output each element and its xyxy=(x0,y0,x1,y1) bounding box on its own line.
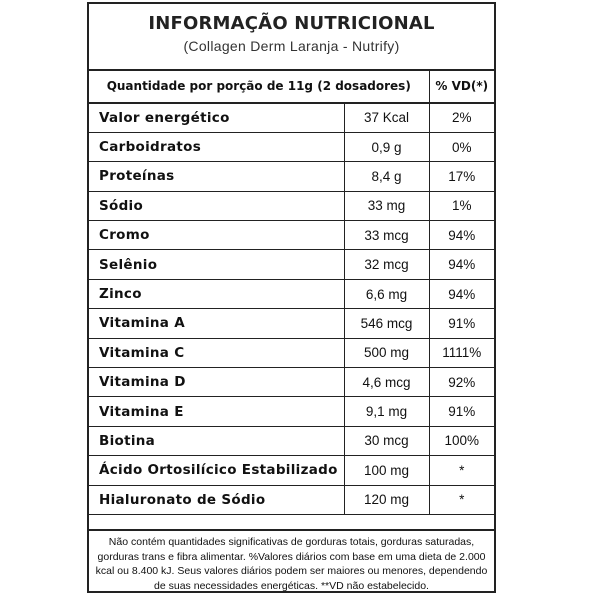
table-row xyxy=(89,426,494,455)
serving-size-header: Quantidade por porção de 11g (2 dosadores) xyxy=(89,69,429,103)
nutrient-vd: 94% xyxy=(429,279,494,308)
nutrient-vd: 91% xyxy=(429,397,494,426)
table-row xyxy=(89,103,494,132)
nutrition-table xyxy=(89,69,494,515)
label-subtitle: (Collagen Derm Laranja - Nutrify) xyxy=(183,38,400,54)
label-title: INFORMAÇÃO NUTRICIONAL xyxy=(148,13,435,34)
nutrient-amount: 8,4 g xyxy=(344,162,429,191)
nutrient-name: Proteínas xyxy=(89,162,344,191)
nutrient-vd: * xyxy=(429,485,494,514)
nutrient-name: Vitamina E xyxy=(89,397,344,426)
table-row xyxy=(89,221,494,250)
table-row xyxy=(89,191,494,220)
nutrient-amount: 120 mg xyxy=(344,485,429,514)
nutrient-name: Selênio xyxy=(89,250,344,279)
table-header-row xyxy=(89,69,494,103)
nutrient-name: Vitamina C xyxy=(89,338,344,367)
nutrient-name: Zinco xyxy=(89,279,344,308)
nutrient-amount: 4,6 mcg xyxy=(344,368,429,397)
nutrient-name: Ácido Ortosilícico Estabilizado xyxy=(89,456,344,485)
nutrient-name: Biotina xyxy=(89,426,344,455)
table-row xyxy=(89,368,494,397)
nutrient-vd: 100% xyxy=(429,426,494,455)
nutrient-name: Vitamina A xyxy=(89,309,344,338)
vd-column-header: % VD(*) xyxy=(429,69,494,103)
nutrient-vd: 2% xyxy=(429,103,494,132)
table-row xyxy=(89,456,494,485)
nutrient-amount: 37 Kcal xyxy=(344,103,429,132)
nutrient-vd: 1% xyxy=(429,191,494,220)
nutrient-amount: 32 mcg xyxy=(344,250,429,279)
nutrient-vd: 0% xyxy=(429,132,494,161)
nutrient-amount: 0,9 g xyxy=(344,132,429,161)
table-row xyxy=(89,162,494,191)
nutrient-vd: 94% xyxy=(429,221,494,250)
table-row xyxy=(89,485,494,514)
table-row xyxy=(89,279,494,308)
table-row xyxy=(89,397,494,426)
nutrient-name: Valor energético xyxy=(89,103,344,132)
nutrient-name: Sódio xyxy=(89,191,344,220)
label-header xyxy=(89,4,494,71)
footnote: Não contém quantidades significativas de gorduras totais, gorduras saturadas, gorduras trans e fibra alimentar. %Valores diários com base em uma dieta de 2.000 kcal ou 8.400 kJ. Seus valores diários podem ser maiores ou menores, dependendo de suas necessidades energéticas. **VD não estabelecido. xyxy=(89,529,494,591)
table-row xyxy=(89,250,494,279)
nutrient-vd: * xyxy=(429,456,494,485)
nutrient-vd: 92% xyxy=(429,368,494,397)
nutrient-vd: 17% xyxy=(429,162,494,191)
nutrient-vd: 1111% xyxy=(429,338,494,367)
nutrient-amount: 546 mcg xyxy=(344,309,429,338)
nutrient-amount: 6,6 mg xyxy=(344,279,429,308)
nutrient-name: Hialuronato de Sódio xyxy=(89,485,344,514)
nutrient-vd: 94% xyxy=(429,250,494,279)
table-row xyxy=(89,338,494,367)
table-row xyxy=(89,132,494,161)
nutrient-name: Carboidratos xyxy=(89,132,344,161)
nutrient-amount: 100 mg xyxy=(344,456,429,485)
table-row xyxy=(89,309,494,338)
nutrient-amount: 33 mg xyxy=(344,191,429,220)
nutrient-amount: 9,1 mg xyxy=(344,397,429,426)
nutrient-vd: 91% xyxy=(429,309,494,338)
nutrient-name: Cromo xyxy=(89,221,344,250)
nutrient-amount: 33 mcg xyxy=(344,221,429,250)
nutrient-name: Vitamina D xyxy=(89,368,344,397)
nutrition-label xyxy=(87,2,496,593)
nutrient-amount: 500 mg xyxy=(344,338,429,367)
nutrient-amount: 30 mcg xyxy=(344,426,429,455)
